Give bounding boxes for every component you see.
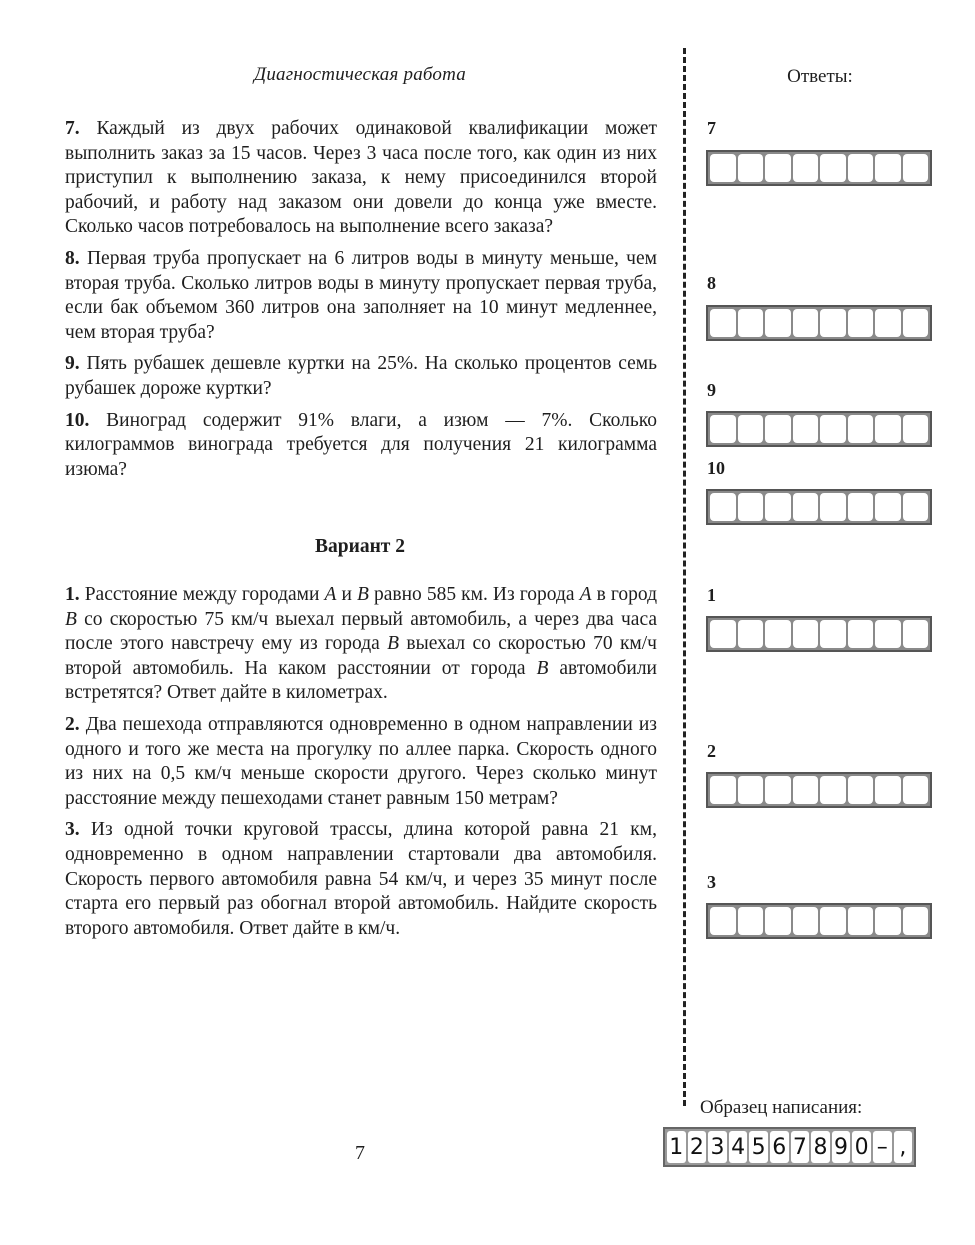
answer-cell[interactable] <box>710 154 736 182</box>
answer-cell[interactable] <box>738 154 764 182</box>
answer-label-10: 10 <box>707 458 725 478</box>
problem-v2-1: 1. Расстояние между городами A и B равно 585 км. Из города A в город B со скоростью 75 км/ч выехал первый автомобиль, а через два часа после этого навстречу ему из города B выехал со скоростью 70 км/ч второй автомобиль. На каком расстоянии от города B автомобили встретятся? Ответ дайте в километрах. <box>65 584 657 704</box>
page-number: 7 <box>355 1142 365 1164</box>
answer-cell[interactable] <box>875 154 901 182</box>
sample-char: 9 <box>832 1131 851 1163</box>
answer-cell[interactable] <box>903 907 929 935</box>
answer-cell[interactable] <box>848 493 874 521</box>
sample-char: 7 <box>791 1131 810 1163</box>
answer-cell[interactable] <box>738 776 764 804</box>
sample-char: 1 <box>667 1131 686 1163</box>
answer-cell[interactable] <box>820 415 846 443</box>
answer-cell[interactable] <box>848 776 874 804</box>
answer-cell[interactable] <box>903 309 929 337</box>
answer-cell[interactable] <box>793 154 819 182</box>
answer-cell[interactable] <box>820 154 846 182</box>
problems-part-2 <box>65 583 657 948</box>
sample-char: 6 <box>770 1131 789 1163</box>
answer-cell[interactable] <box>875 415 901 443</box>
answer-cell[interactable] <box>765 776 791 804</box>
answer-cell[interactable] <box>793 493 819 521</box>
problem-8: 8. Первая труба пропускает на 6 литров воды в минуту меньше, чем вторая труба. Сколько литров воды в минуту пропускает первая труба, если бак объемом 360 литров она заполняет на 10 минут медленнее, чем вторая труба? <box>65 247 657 343</box>
answer-cell[interactable] <box>848 415 874 443</box>
answer-cell[interactable] <box>903 776 929 804</box>
answer-cell[interactable] <box>738 493 764 521</box>
answer-cell[interactable] <box>793 309 819 337</box>
answer-cell[interactable] <box>875 776 901 804</box>
answer-cell[interactable] <box>820 620 846 648</box>
sample-char: 4 <box>729 1131 748 1163</box>
answer-cell[interactable] <box>765 620 791 648</box>
answer-cell[interactable] <box>738 620 764 648</box>
answer-grid-v2-2[interactable] <box>706 772 932 808</box>
answer-label-v2-3: 3 <box>707 872 716 892</box>
sample-char: 5 <box>749 1131 768 1163</box>
answer-label-8: 8 <box>707 273 716 293</box>
answer-cell[interactable] <box>710 907 736 935</box>
answer-grid-10[interactable] <box>706 489 932 525</box>
sample-char: 3 <box>708 1131 727 1163</box>
sample-char: , <box>894 1131 913 1163</box>
answer-cell[interactable] <box>903 493 929 521</box>
answer-cell[interactable] <box>710 776 736 804</box>
answer-cell[interactable] <box>793 907 819 935</box>
problems-part-1 <box>65 117 657 489</box>
answer-cell[interactable] <box>765 309 791 337</box>
answer-cell[interactable] <box>710 309 736 337</box>
answer-cell[interactable] <box>710 415 736 443</box>
answer-cell[interactable] <box>875 309 901 337</box>
answer-cell[interactable] <box>765 415 791 443</box>
answer-cell[interactable] <box>820 309 846 337</box>
answer-label-v2-2: 2 <box>707 741 716 761</box>
answer-label-9: 9 <box>707 380 716 400</box>
answer-cell[interactable] <box>793 415 819 443</box>
answer-cell[interactable] <box>820 493 846 521</box>
answer-cell[interactable] <box>765 907 791 935</box>
cut-line-divider <box>683 48 686 1106</box>
answers-title: Ответы: <box>787 66 853 87</box>
section-title: Диагностическая работа <box>254 64 466 85</box>
answer-cell[interactable] <box>875 493 901 521</box>
answer-label-v2-1: 1 <box>707 585 716 605</box>
problem-10: 10. Виноград содержит 91% влаги, а изюм — 7%. Сколько килограммов винограда требуется для получения 21 килограмма изюма? <box>65 409 657 480</box>
answer-cell[interactable] <box>903 415 929 443</box>
variant-title: Вариант 2 <box>314 536 406 557</box>
sample-label: Образец написания: <box>700 1097 863 1118</box>
answer-cell[interactable] <box>848 620 874 648</box>
sample-writing <box>663 1127 916 1167</box>
problem-v2-3: 3. Из одной точки круговой трассы, длина которой равна 21 км, одновременно в одном направлении стартовали два автомобиля. Скорость первого автомобиля равна 54 км/ч, и через 35 минут после старта его первый раз обогнал второй автомобиль. Найдите скорость второго автомобиля. Ответ дайте в км/ч. <box>65 819 657 939</box>
answer-cell[interactable] <box>793 776 819 804</box>
answer-grid-v2-1[interactable] <box>706 616 932 652</box>
answer-cell[interactable] <box>848 154 874 182</box>
answer-cell[interactable] <box>875 907 901 935</box>
answer-cell[interactable] <box>738 907 764 935</box>
answer-cell[interactable] <box>738 415 764 443</box>
answer-grid-8[interactable] <box>706 305 932 341</box>
answer-cell[interactable] <box>738 309 764 337</box>
problem-7: 7. Каждый из двух рабочих одинаковой квалификации может выполнить заказ за 15 часов. Через 3 часа после того, как один из них приступил к выполнению заказа, к нему присоединился второй рабочий, и работу над заказом они довели до конца уже вместе. Сколько часов потребовалось на выполнение всего заказа? <box>65 118 657 238</box>
answer-cell[interactable] <box>765 493 791 521</box>
answer-cell[interactable] <box>765 154 791 182</box>
answer-cell[interactable] <box>820 776 846 804</box>
answer-label-7: 7 <box>707 118 716 138</box>
answer-cell[interactable] <box>903 154 929 182</box>
answer-grid-7[interactable] <box>706 150 932 186</box>
answer-cell[interactable] <box>710 620 736 648</box>
sample-char: – <box>873 1131 892 1163</box>
sample-char: 0 <box>852 1131 871 1163</box>
problem-v2-2: 2. Два пешехода отправляются одновременно в одном направлении из одного и того же места на прогулку по аллее парка. Скорость одного из них на 0,5 км/ч меньше скорости другого. Через сколько минут расстояние между пешеходами станет равным 150 метрам? <box>65 713 658 809</box>
answer-cell[interactable] <box>793 620 819 648</box>
answer-cell[interactable] <box>903 620 929 648</box>
problem-9: 9. Пять рубашек дешевле куртки на 25%. На сколько процентов семь рубашек дороже куртки? <box>65 353 658 399</box>
answer-cell[interactable] <box>848 907 874 935</box>
answer-cell[interactable] <box>710 493 736 521</box>
answer-grid-9[interactable] <box>706 411 932 447</box>
answer-cell[interactable] <box>820 907 846 935</box>
sample-char: 8 <box>811 1131 830 1163</box>
sample-char: 2 <box>688 1131 707 1163</box>
answer-grid-v2-3[interactable] <box>706 903 932 939</box>
answer-cell[interactable] <box>848 309 874 337</box>
answer-cell[interactable] <box>875 620 901 648</box>
